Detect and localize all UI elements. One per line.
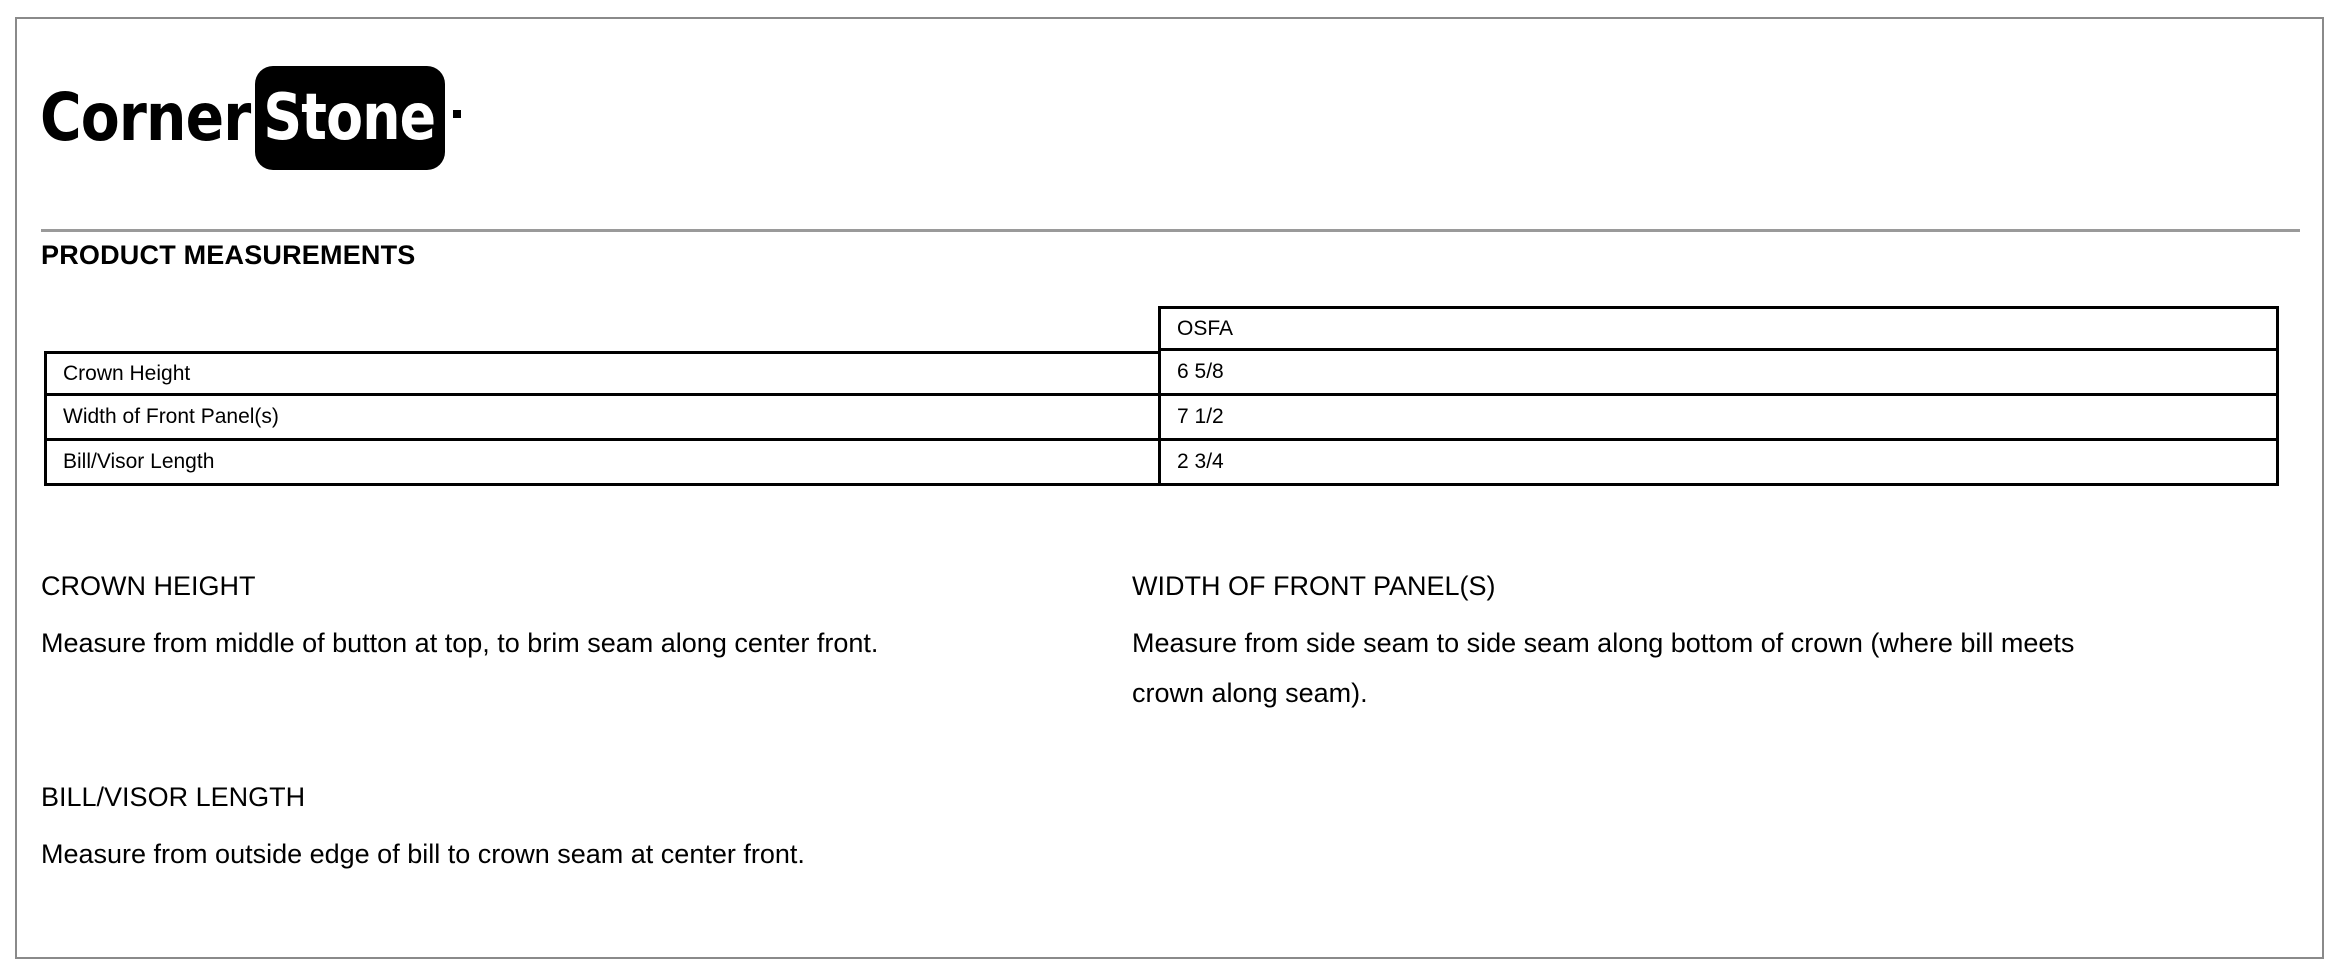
row-label: Crown Height bbox=[44, 351, 1158, 396]
table-header-size: OSFA bbox=[1158, 306, 2279, 351]
bill-visor-length-body: Measure from outside edge of bill to crown seam at center front. bbox=[41, 839, 805, 869]
row-value: 6 5/8 bbox=[1158, 351, 2279, 396]
row-value: 7 1/2 bbox=[1158, 396, 2279, 441]
row-label: Width of Front Panel(s) bbox=[44, 396, 1158, 441]
table-row bbox=[44, 396, 2279, 441]
row-value: 2 3/4 bbox=[1158, 441, 2279, 486]
table-row bbox=[44, 351, 2279, 396]
logo-black-badge bbox=[255, 66, 445, 170]
crown-height-body: Measure from middle of button at top, to brim seam along center front. bbox=[41, 628, 879, 658]
width-front-panel-description bbox=[1132, 568, 2112, 718]
bill-visor-length-title: BILL/VISOR LENGTH bbox=[41, 782, 306, 812]
crown-height-description bbox=[41, 568, 1041, 668]
crown-height-title: CROWN HEIGHT bbox=[41, 571, 256, 601]
table-row bbox=[44, 441, 2279, 486]
section-heading: PRODUCT MEASUREMENTS bbox=[41, 240, 416, 270]
header-divider bbox=[41, 229, 2300, 232]
bill-visor-length-description bbox=[41, 779, 1041, 879]
table-header-row bbox=[44, 306, 2279, 351]
width-front-panel-title: WIDTH OF FRONT PANEL(S) bbox=[1132, 571, 1496, 601]
logo-word-stone: Stone bbox=[263, 81, 436, 155]
row-label: Bill/Visor Length bbox=[44, 441, 1158, 486]
measurements-table bbox=[44, 306, 2279, 486]
logo-word-corner: Corner bbox=[40, 79, 251, 156]
table-header-empty-cell bbox=[44, 306, 1158, 351]
width-front-panel-body-line-1: Measure from side seam to side seam along bottom of crown (where bill meets bbox=[1132, 628, 2075, 658]
cornerstone-logo bbox=[40, 66, 461, 170]
logo-dot bbox=[453, 110, 461, 118]
width-front-panel-body-line-2: crown along seam). bbox=[1132, 678, 1368, 708]
